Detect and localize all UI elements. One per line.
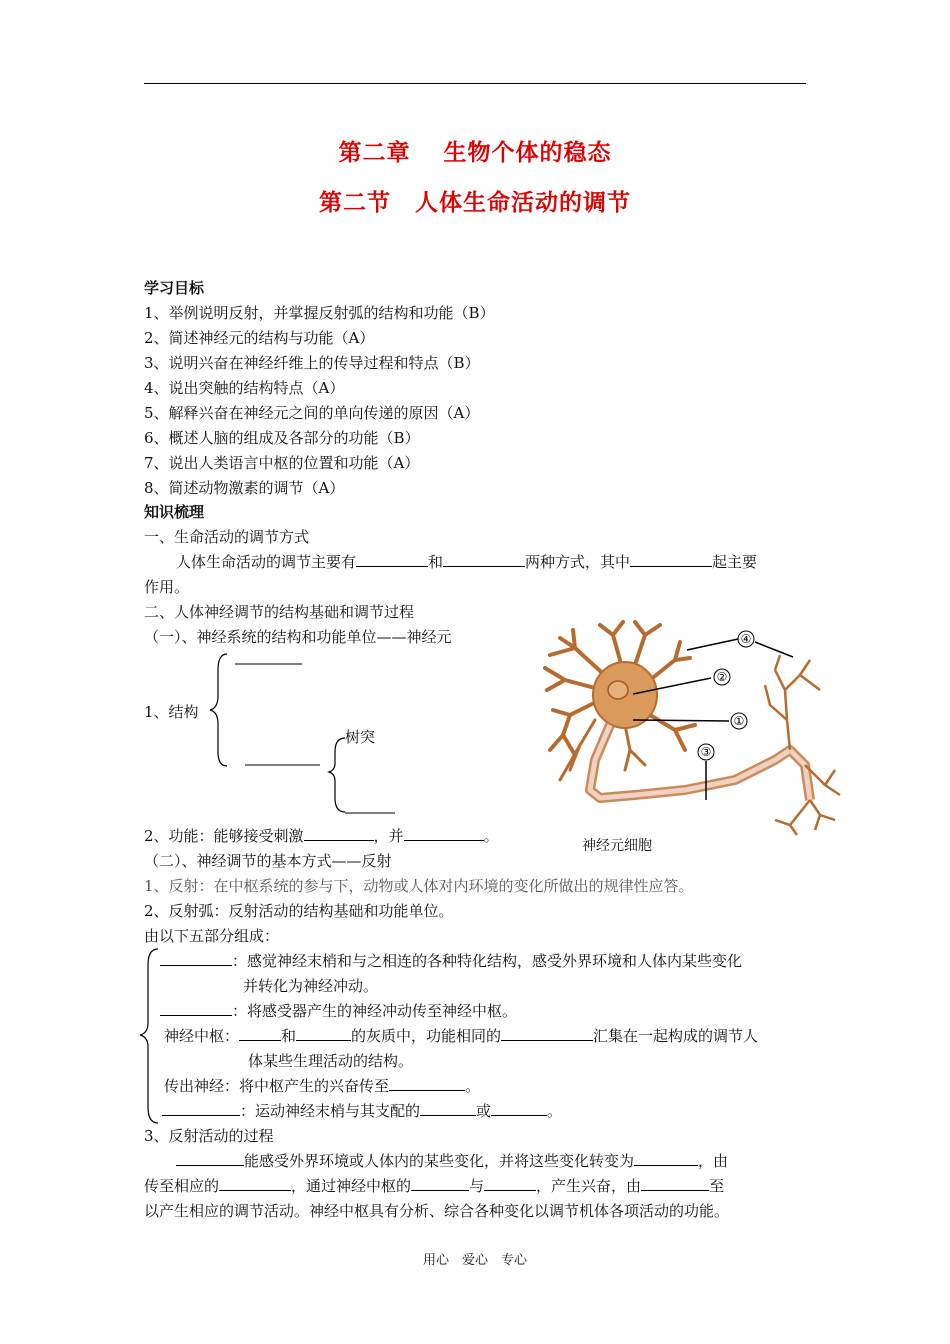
- reflex-arc-brace: [136, 945, 162, 1127]
- neuron-figure: [535, 620, 845, 845]
- section-1-heading: 一、生命活动的调节方式: [144, 528, 310, 546]
- blank[interactable]: [641, 1175, 709, 1191]
- blank[interactable]: [484, 1175, 536, 1191]
- receptor-line-2: 并转化为神经冲动。: [243, 977, 379, 995]
- blank[interactable]: [501, 1025, 593, 1041]
- objectives-heading: 学习目标: [144, 279, 205, 297]
- objective-item: 6、概述人脑的组成及各部分的功能（B）: [144, 429, 420, 447]
- outer-brace: [210, 654, 227, 766]
- objective-item: 1、举例说明反射，并掌握反射弧的结构和功能（B）: [144, 304, 495, 322]
- objective-item: 5、解释兴奋在神经元之间的单向传递的原因（A）: [144, 404, 480, 422]
- objective-item: 2、简述神经元的结构与功能（A）: [144, 329, 375, 347]
- blank[interactable]: [491, 1100, 547, 1116]
- blank[interactable]: [304, 825, 374, 841]
- inner-brace: [329, 738, 345, 812]
- objective-item: 3、说明兴奋在神经纤维上的传导过程和特点（B）: [144, 354, 480, 372]
- blank[interactable]: [356, 551, 428, 567]
- label-4: ④: [740, 632, 752, 646]
- reflex-arc-parts: 由以下五部分组成：: [144, 927, 280, 945]
- blank[interactable]: [389, 1075, 465, 1091]
- objective-item: 8、简述动物激素的调节（A）: [144, 479, 345, 497]
- center-line: 神经中枢： 和 的灰质中，功能相同的 汇集在一起构成的调节人: [164, 1027, 759, 1045]
- blank[interactable]: [239, 1025, 281, 1041]
- subsection-reflex-heading: （二）、神经调节的基本方式——反射: [144, 852, 392, 870]
- reflex-arc-definition: 2、反射弧：反射活动的结构基础和功能单位。: [144, 902, 454, 920]
- blank[interactable]: [634, 1150, 698, 1166]
- blank[interactable]: [160, 950, 232, 966]
- pointer-lines: [633, 639, 793, 800]
- afferent-line: ：将感受器产生的神经冲动传至神经中枢。: [160, 1000, 517, 1021]
- objective-item: 7、说出人类语言中枢的位置和功能（A）: [144, 454, 420, 472]
- figure-caption: 神经元细胞: [582, 838, 652, 854]
- effector-line: ：运动神经末梢与其支配的 或 。: [162, 1100, 562, 1121]
- section-3-heading: 3、反射活动的过程: [144, 1127, 274, 1145]
- blank[interactable]: [296, 1025, 351, 1041]
- blank[interactable]: [162, 1100, 240, 1116]
- axon-terminal: [765, 655, 820, 750]
- header-rule: [144, 83, 806, 84]
- section-title: 第二节 人体生命活动的调节: [319, 190, 631, 216]
- page-footer: 用心 爱心 专心: [422, 1253, 527, 1268]
- label-2: ②: [716, 670, 728, 684]
- blank[interactable]: [443, 551, 525, 567]
- subsection-neuron-heading: （一）、神经系统的结构和功能单位——神经元: [144, 628, 452, 646]
- receptor-line: ：感觉神经末梢和与之相连的各种特化结构，感受外界环境和人体内某些变化: [160, 950, 742, 971]
- function-line: 2、功能：能够接受刺激 ，并 。: [144, 827, 499, 845]
- blank[interactable]: [160, 1000, 232, 1016]
- blank[interactable]: [404, 825, 484, 841]
- knowledge-heading: 知识梳理: [144, 503, 205, 521]
- objective-item: 4、说出突触的结构特点（A）: [144, 379, 345, 397]
- process-line-3: 以产生相应的调节活动。神经中枢具有分析、综合各种变化以调节机体各项活动的功能。: [144, 1202, 730, 1220]
- blank[interactable]: [176, 1150, 244, 1166]
- paragraph-regulation-end: 作用。: [144, 578, 190, 596]
- efferent-line: 传出神经：将中枢产生的兴奋传至 。: [164, 1077, 481, 1095]
- blank[interactable]: [420, 1100, 476, 1116]
- blank[interactable]: [411, 1175, 469, 1191]
- process-line-2: 传至相应的 ，通过神经中枢的 与 ，产生兴奋，由 至: [144, 1177, 725, 1195]
- label-1: ①: [733, 714, 745, 728]
- label-3: ③: [700, 745, 712, 759]
- dendrite-label: 树突: [345, 728, 376, 746]
- structure-brace-diagram: [205, 648, 410, 820]
- structure-label: 1、结构: [144, 703, 199, 721]
- chapter-title: 第二章 生物个体的稳态: [338, 140, 612, 166]
- blank[interactable]: [219, 1175, 291, 1191]
- figure-labels: [698, 631, 754, 760]
- nucleus: [608, 681, 628, 699]
- paragraph-regulation: 人体生命活动的调节主要有 和 两种方式，其中 起主要: [176, 553, 758, 571]
- reflex-definition: 1、反射：在中枢系统的参与下，动物或人体对内环境的变化所做出的规律性应答。: [144, 877, 694, 895]
- section-2-heading: 二、人体神经调节的结构基础和调节过程: [144, 603, 415, 621]
- blank[interactable]: [630, 551, 712, 567]
- center-line-2: 体某些生理活动的结构。: [248, 1052, 414, 1070]
- axon-terminal: [775, 800, 835, 835]
- process-line-1: 能感受外界环境或人体内的某些变化，并将这些变化转变为 ，由: [176, 1150, 728, 1171]
